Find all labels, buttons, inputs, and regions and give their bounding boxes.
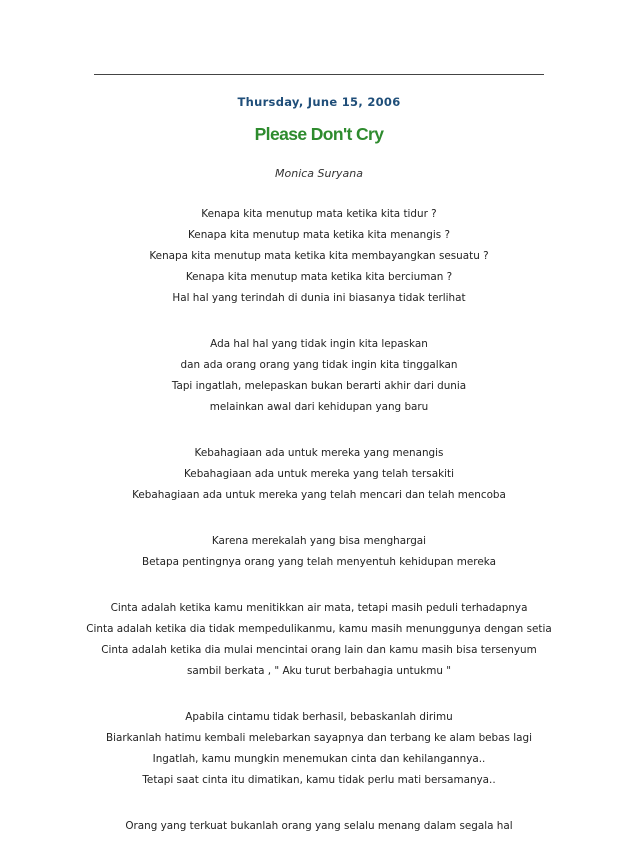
poem-line: Apabila cintamu tidak berhasil, bebaskanlah dirimu: [185, 711, 453, 723]
poem-line: Kenapa kita menutup mata ketika kita membayangkan sesuatu ?: [149, 250, 489, 262]
post-date: Thursday, June 15, 2006: [237, 95, 401, 109]
poem-line: Orang yang terkuat bukanlah orang yang selalu menang dalam segala hal: [125, 820, 513, 832]
poem-line: Kebahagiaan ada untuk mereka yang menangis: [194, 447, 444, 459]
poem-line: Betapa pentingnya orang yang telah menyentuh kehidupan mereka: [142, 556, 496, 568]
poem-stanza: [0, 816, 638, 837]
poem-stanza: [0, 707, 638, 791]
poem-line: Tetapi saat cinta itu dimatikan, kamu tidak perlu mati bersamanya..: [142, 774, 496, 786]
poem-line: Kebahagiaan ada untuk mereka yang telah mencari dan telah mencoba: [132, 489, 506, 501]
poem-line: Kenapa kita menutup mata ketika kita tidur ?: [201, 208, 437, 220]
header-divider: [94, 74, 544, 75]
poem-stanza: [0, 204, 638, 309]
poem-line: Kenapa kita menutup mata ketika kita menangis ?: [188, 229, 450, 241]
poem-line: Kebahagiaan ada untuk mereka yang telah tersakiti: [184, 468, 454, 480]
post-author: Monica Suryana: [275, 167, 363, 180]
poem-stanza: [0, 443, 638, 506]
poem-line: Ingatlah, kamu mungkin menemukan cinta dan kehilangannya..: [152, 753, 486, 765]
poem-line: Hal hal yang terindah di dunia ini biasanya tidak terlihat: [172, 292, 466, 304]
poem-line: Ada hal hal yang tidak ingin kita lepaskan: [210, 338, 428, 350]
poem-line: Kenapa kita menutup mata ketika kita berciuman ?: [185, 271, 453, 283]
poem-line: sambil berkata , " Aku turut berbahagia untukmu ": [186, 665, 452, 677]
poem-line: Cinta adalah ketika dia tidak mempedulikanmu, kamu masih menunggunya dengan setia: [86, 623, 552, 635]
poem-line: Tapi ingatlah, melepaskan bukan berarti akhir dari dunia: [171, 380, 467, 392]
post-title[interactable]: Please Don't Cry: [254, 124, 384, 144]
poem-stanza: [0, 334, 638, 418]
poem-stanza: [0, 531, 638, 573]
poem-line: Cinta adalah ketika dia mulai mencintai orang lain dan kamu masih bisa tersenyum: [101, 644, 537, 656]
poem-line: dan ada orang orang yang tidak ingin kita tinggalkan: [180, 359, 458, 371]
poem-body: [0, 204, 638, 862]
poem-line: melainkan awal dari kehidupan yang baru: [209, 401, 429, 413]
poem-line: Karena merekalah yang bisa menghargai: [211, 535, 427, 547]
poem-line: Cinta adalah ketika kamu menitikkan air mata, tetapi masih peduli terhadapnya: [110, 602, 528, 614]
poem-line: Biarkanlah hatimu kembali melebarkan sayapnya dan terbang ke alam bebas lagi: [106, 732, 532, 744]
poem-stanza: [0, 598, 638, 682]
